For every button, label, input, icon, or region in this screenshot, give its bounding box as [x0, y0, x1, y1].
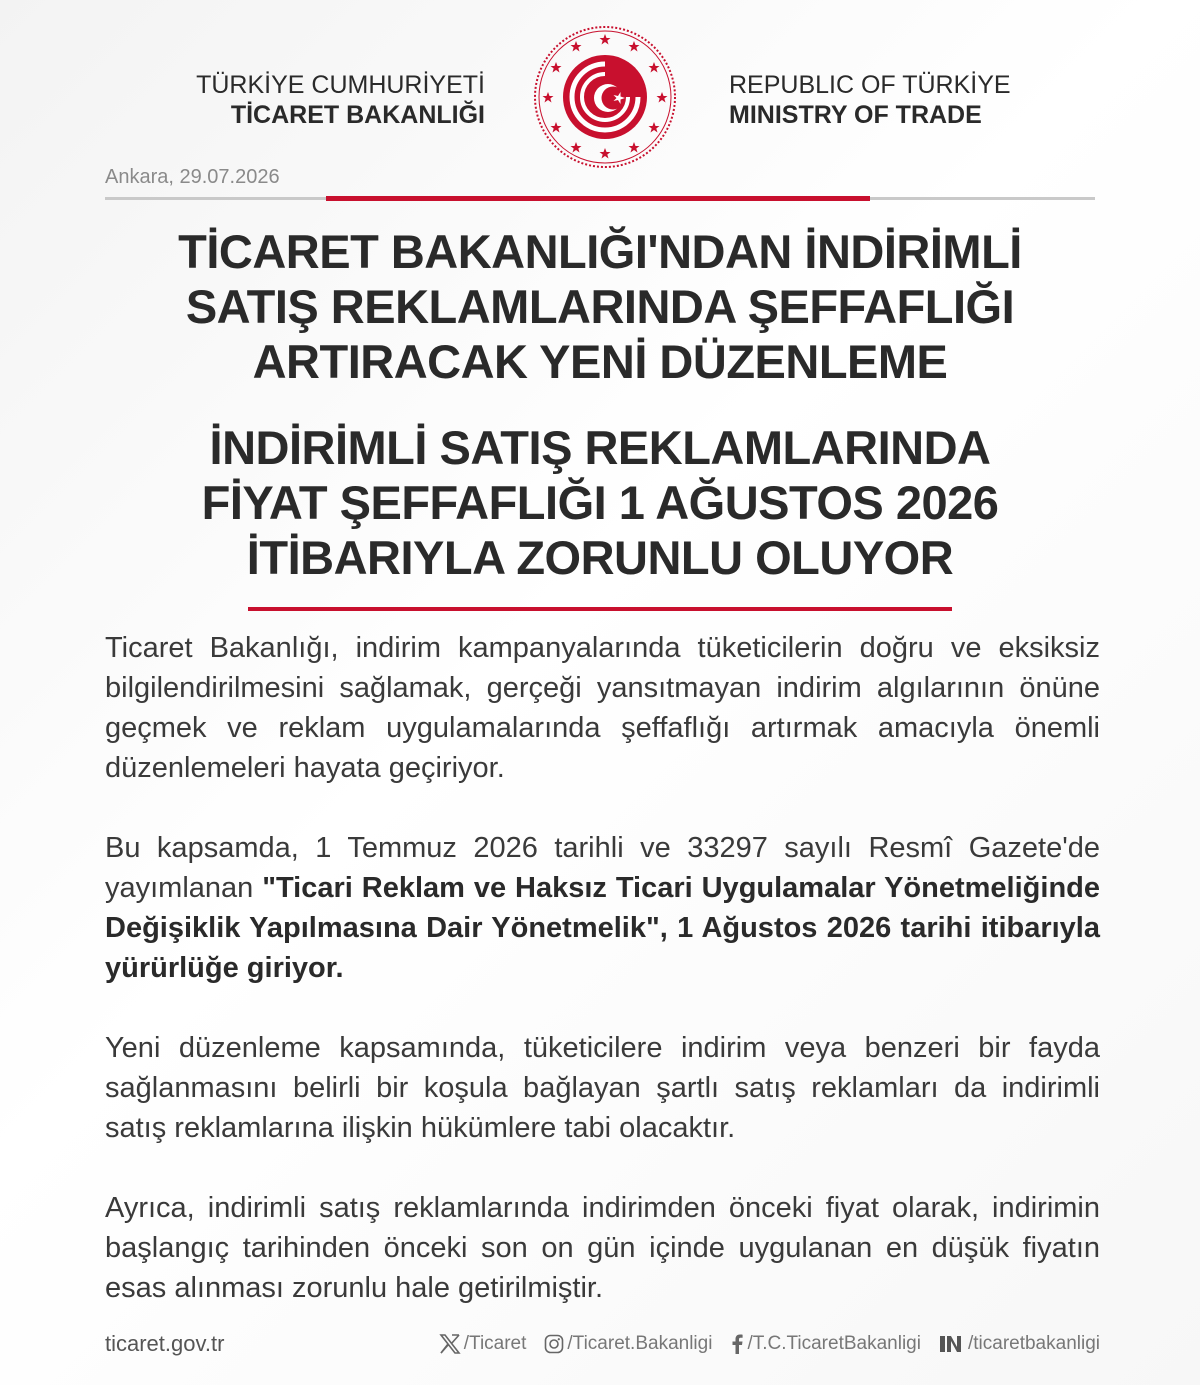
social-link-instagram[interactable] — [544, 1333, 712, 1355]
headline-divider — [248, 607, 952, 611]
headline-sub-line2: FİYAT ŞEFFAFLIĞI 1 AĞUSTOS 2026 — [201, 476, 999, 529]
social-link-facebook[interactable] — [730, 1333, 921, 1355]
body-paragraph-2-bold: "Ticari Reklam ve Haksız Ticari Uygulamalar Yönetmeliğinde Değişiklik Yapılmasına Dair Yönetmelik", 1 Ağustos 2026 tarihi itibarıyla yürürlüğe giriyor. — [105, 872, 1101, 984]
body-paragraph-1: Ticaret Bakanlığı, indirim kampanyalarında tüketicilerin doğru ve eksiksiz bilgilendirilmesini sağlamak, gerçeği yansıtmayan indirim algılarının önüne geçmek ve reklam uygulamalarında şeffaflığı artırmak amacıyla önemli düzenlemeleri hayata geçiriyor. — [105, 632, 1100, 784]
nsosyal-icon — [939, 1334, 965, 1354]
body-paragraph-3: Yeni düzenleme kapsamında, tüketicilere indirim veya benzeri bir fayda sağlanmasını belirli bir koşula bağlayan şartlı satış reklamları da indirimli satış reklamlarına ilişkin hükümlere tabi olacaktır. — [105, 1032, 1100, 1144]
social-handle-facebook: /T.C.TicaretBakanligi — [747, 1333, 921, 1354]
facebook-icon — [730, 1334, 744, 1354]
headline-main-line2: SATIŞ REKLAMLARINDA ŞEFFAFLIĞI — [185, 280, 1015, 333]
header-right-line1: REPUBLIC OF TÜRKİYE — [729, 71, 1011, 99]
social-link-x[interactable] — [439, 1333, 527, 1355]
headline-sub-line1: İNDİRİMLİ SATIŞ REKLAMLARINDA — [209, 421, 991, 474]
dateline: Ankara, 29.07.2026 — [105, 166, 280, 188]
x-icon — [439, 1334, 461, 1354]
header-left-line2: TİCARET BAKANLIĞI — [230, 101, 485, 129]
headline-main-line1: TİCARET BAKANLIĞI'NDAN İNDİRİMLİ — [178, 225, 1022, 278]
social-handle-x: /Ticaret — [463, 1333, 527, 1354]
headline-sub — [105, 420, 1095, 585]
social-link-nsosyal[interactable] — [939, 1333, 1100, 1355]
instagram-icon — [544, 1334, 564, 1354]
social-handle-nsosyal: /ticaretbakanligi — [967, 1333, 1100, 1354]
header-turkish-title — [160, 70, 485, 130]
headline-main — [105, 224, 1095, 389]
header-right-line2: MINISTRY OF TRADE — [729, 101, 982, 129]
ministry-emblem-icon — [530, 22, 680, 172]
header-left-line1: TÜRKİYE CUMHURİYETİ — [196, 71, 485, 99]
body-paragraph-2-text: Bu kapsamda, 1 Temmuz 2026 tarihli ve 33297 sayılı Resmî Gazete'de yayımlanan — [105, 832, 1100, 904]
header-english-title — [729, 70, 1059, 130]
headline-main-line3: ARTIRACAK YENİ DÜZENLEME — [252, 335, 948, 388]
header-divider-accent — [326, 196, 870, 201]
body-paragraph-2 — [105, 828, 1100, 988]
website-link[interactable]: ticaret.gov.tr — [105, 1331, 225, 1356]
social-handle-instagram: /Ticaret.Bakanligi — [567, 1333, 713, 1354]
footer — [105, 1331, 1100, 1361]
headline-sub-line3: İTİBARIYLA ZORUNLU OLUYOR — [246, 531, 954, 584]
body-paragraph-4: Ayrıca, indirimli satış reklamlarında indirimden önceki fiyat olarak, indirimin başlangıç tarihinden önceki son on gün içinde uygulanan en düşük fiyatın esas alınması zorunlu hale getirilmiştir. — [105, 1192, 1100, 1304]
social-links — [439, 1333, 1100, 1355]
